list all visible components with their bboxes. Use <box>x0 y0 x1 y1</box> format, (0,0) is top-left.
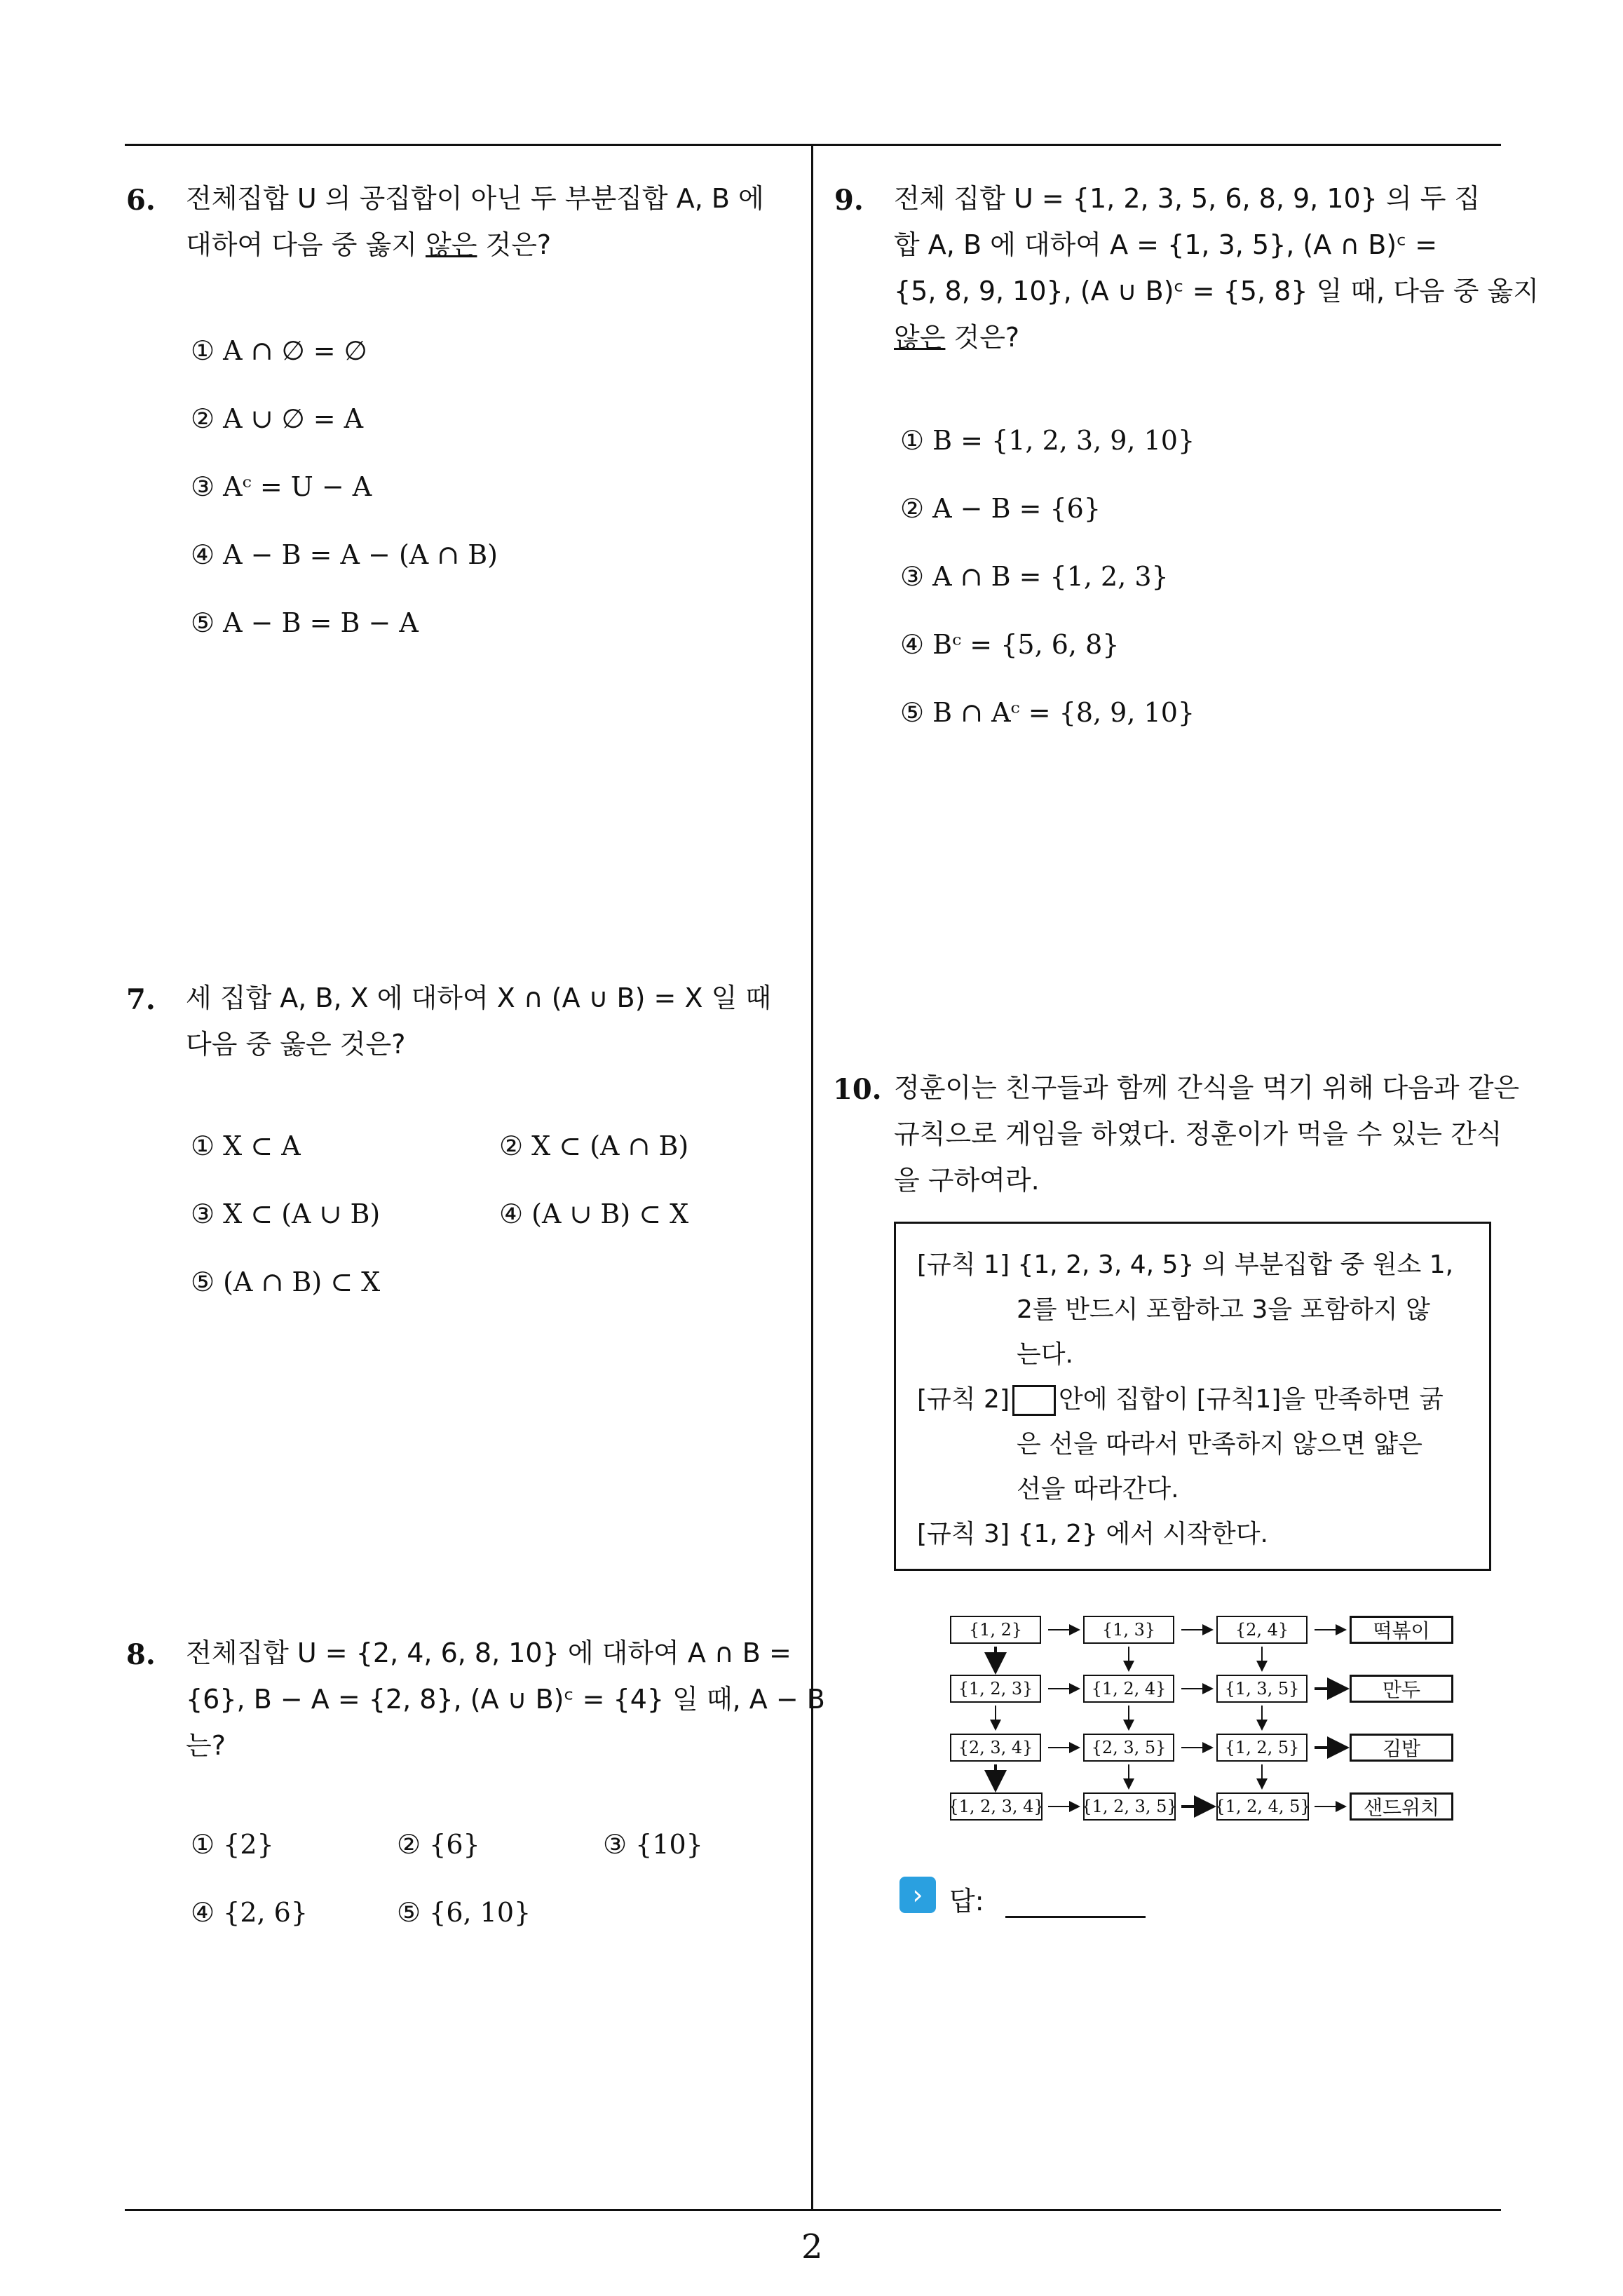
question-text-line: 않은 것은? <box>894 322 1020 353</box>
question-text-line: 전체 집합 U = {1, 2, 3, 5, 6, 8, 9, 10} 의 두 집 <box>894 183 1481 214</box>
food-box: 김밥 <box>1350 1734 1453 1762</box>
flow-box: {1, 2, 3, 5} <box>1083 1792 1176 1821</box>
question-text-line: 다음 중 옳은 것은? <box>186 1029 406 1060</box>
rule-1-line-3: 는다. <box>1017 1340 1073 1369</box>
question-text-line: 대하여 다음 중 옳지 않은 것은? <box>186 229 552 260</box>
question-text-line: 을 구하여라. <box>894 1165 1040 1196</box>
option-1[interactable]: ① A ∩ ∅ = ∅ <box>191 335 367 366</box>
flow-box: {1, 2, 3} <box>950 1675 1041 1703</box>
rule-2-line-2: 은 선을 따라서 만족하지 않으면 얇은 <box>1017 1430 1422 1459</box>
answer-label: 답: <box>949 1886 984 1917</box>
option-3[interactable]: ③ X ⊂ (A ∪ B) <box>191 1198 381 1229</box>
flow-box: {1, 3, 5} <box>1216 1675 1308 1703</box>
rule-2-line-1: [규칙 2] 안에 집합이 [규칙1]을 만족하면 굵 <box>917 1379 1444 1416</box>
option-1[interactable]: ① X ⊂ A <box>191 1130 301 1161</box>
question-text-line: 전체집합 U 의 공집합이 아닌 두 부분집합 A, B 에 <box>186 183 764 214</box>
flow-box: {2, 3, 5} <box>1083 1734 1174 1762</box>
question-number: 9. <box>834 184 864 217</box>
option-3[interactable]: ③ {10} <box>603 1829 703 1860</box>
flow-box: {1, 2, 3, 4} <box>950 1792 1043 1821</box>
option-4[interactable]: ④ A − B = A − (A ∩ B) <box>191 539 498 570</box>
question-text-line: 정훈이는 친구들과 함께 간식을 먹기 위해 다음과 같은 <box>894 1072 1520 1103</box>
flow-box: {1, 2, 4, 5} <box>1216 1792 1309 1821</box>
option-5[interactable]: ⑤ (A ∩ B) ⊂ X <box>191 1267 381 1297</box>
page-number: 2 <box>801 2227 823 2267</box>
option-4[interactable]: ④ Bᶜ = {5, 6, 8} <box>900 629 1120 660</box>
question-text-line: 합 A, B 에 대하여 A = {1, 3, 5}, (A ∩ B)ᶜ = <box>894 229 1438 260</box>
option-4[interactable]: ④ {2, 6} <box>191 1897 308 1928</box>
question-text-line: 는? <box>186 1730 226 1761</box>
question-text-line: 세 집합 A, B, X 에 대하여 X ∩ (A ∪ B) = X 일 때 <box>186 982 772 1013</box>
option-2[interactable]: ② X ⊂ (A ∩ B) <box>499 1130 689 1161</box>
question-text-line: {6}, B − A = {2, 8}, (A ∪ B)ᶜ = {4} 일 때, A − B <box>186 1684 825 1715</box>
option-5[interactable]: ⑤ {6, 10} <box>397 1897 531 1928</box>
flow-box: {1, 2, 4} <box>1083 1675 1174 1703</box>
option-1[interactable]: ① B = {1, 2, 3, 9, 10} <box>900 425 1195 456</box>
rule-2-line-3: 선을 따라간다. <box>1017 1475 1179 1504</box>
rule-1-line-2: 2를 반드시 포함하고 3을 포함하지 않 <box>1017 1295 1430 1324</box>
question-text-line: 규칙으로 게임을 하였다. 정훈이가 먹을 수 있는 간식 <box>894 1119 1502 1149</box>
flow-box: {1, 2} <box>950 1616 1041 1644</box>
chevron-right-icon: › <box>899 1877 936 1913</box>
option-2[interactable]: ② A ∪ ∅ = A <box>191 403 364 434</box>
question-number: 8. <box>126 1638 156 1671</box>
flow-box: {1, 2, 5} <box>1216 1734 1308 1762</box>
option-4[interactable]: ④ (A ∪ B) ⊂ X <box>499 1198 689 1229</box>
option-3[interactable]: ③ A ∩ B = {1, 2, 3} <box>900 561 1169 592</box>
rule-1-line-1: [규칙 1] {1, 2, 3, 4, 5} 의 부분집합 중 원소 1, <box>917 1250 1454 1279</box>
flow-box: {1, 3} <box>1083 1616 1174 1644</box>
rule-3: [규칙 3] {1, 2} 에서 시작한다. <box>917 1520 1268 1548</box>
food-box: 만두 <box>1350 1675 1453 1703</box>
question-number: 7. <box>126 983 156 1016</box>
option-3[interactable]: ③ Aᶜ = U − A <box>191 471 372 502</box>
option-2[interactable]: ② A − B = {6} <box>900 493 1101 524</box>
option-1[interactable]: ① {2} <box>191 1829 274 1860</box>
answer-blank[interactable] <box>1005 1916 1146 1918</box>
option-2[interactable]: ② {6} <box>397 1829 480 1860</box>
flow-box: {2, 3, 4} <box>950 1734 1041 1762</box>
food-box: 떡볶이 <box>1350 1616 1453 1644</box>
question-text-line: 전체집합 U = {2, 4, 6, 8, 10} 에 대하여 A ∩ B = <box>186 1637 792 1668</box>
question-number: 6. <box>126 184 156 217</box>
option-5[interactable]: ⑤ A − B = B − A <box>191 607 419 638</box>
flow-box: {2, 4} <box>1216 1616 1308 1644</box>
question-number: 10. <box>833 1073 882 1106</box>
question-text-line: {5, 8, 9, 10}, (A ∪ B)ᶜ = {5, 8} 일 때, 다음 중 옳지 <box>894 276 1539 306</box>
option-5[interactable]: ⑤ B ∩ Aᶜ = {8, 9, 10} <box>900 697 1195 728</box>
food-box: 샌드위치 <box>1350 1792 1453 1821</box>
